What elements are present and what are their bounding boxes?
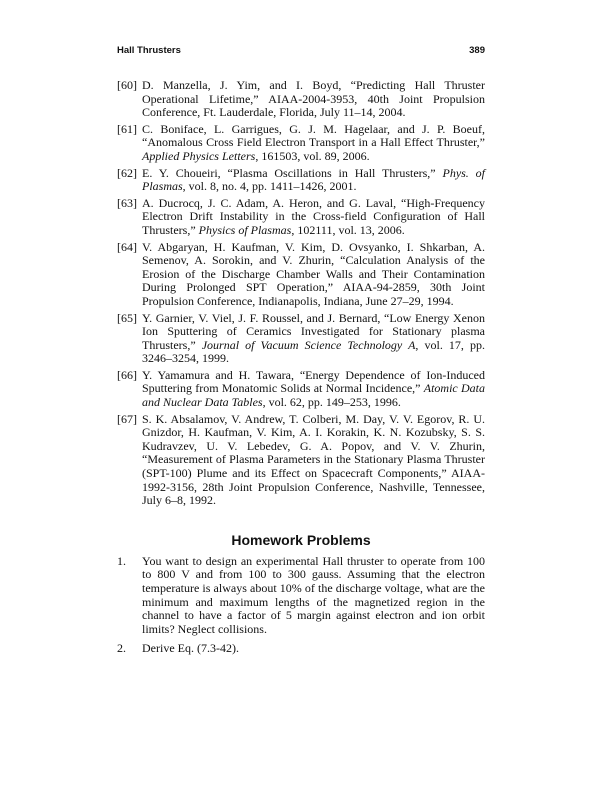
page-column bbox=[117, 45, 485, 662]
reference-entry bbox=[117, 123, 485, 164]
reference-entry bbox=[117, 241, 485, 309]
problem-text: Derive Eq. (7.3-42). bbox=[142, 641, 239, 656]
reference-text: , 161503, vol. 89, 2006. bbox=[255, 148, 370, 163]
reference-text: , vol. 62, pp. 149–253, 1996. bbox=[262, 395, 401, 410]
reference-number: [60] bbox=[117, 78, 137, 92]
homework-problem bbox=[117, 555, 485, 637]
reference-text: D. Manzella, J. Yim, and I. Boyd, “Predicting Hall Thruster Operational Lifetime,” AIAA-2004-3953, 40th Joint Propulsion Conference, Ft. Lauderdale, Florida, July 11–14, 2004. bbox=[142, 78, 485, 120]
problem-number: 2. bbox=[117, 641, 126, 656]
problem-number: 1. bbox=[117, 553, 126, 568]
reference-list bbox=[117, 79, 485, 508]
reference-number: [67] bbox=[117, 411, 137, 426]
reference-entry bbox=[117, 413, 485, 508]
reference-number: [63] bbox=[117, 195, 137, 210]
reference-number: [64] bbox=[117, 239, 137, 254]
reference-entry bbox=[117, 369, 485, 410]
homework-problem bbox=[117, 642, 485, 656]
reference-text: , vol. 17, pp. 3246–3254, 1999. bbox=[142, 337, 485, 366]
reference-journal: Journal of Vacuum Science Technology A bbox=[201, 337, 416, 352]
reference-text: A. Ducrocq, J. C. Adam, A. Heron, and G. Laval, “High-Frequency Electron Drift Instability in the Cross-field Configuration of Hall Thrusters,” bbox=[142, 195, 485, 237]
reference-text: , 102111, vol. 13, 2006. bbox=[291, 222, 405, 237]
reference-number: [66] bbox=[117, 367, 137, 382]
reference-entry bbox=[117, 197, 485, 238]
reference-text: E. Y. Choueiri, “Plasma Oscillations in Hall Thrusters,” bbox=[142, 165, 443, 180]
reference-entry bbox=[117, 167, 485, 194]
reference-number: [62] bbox=[117, 165, 137, 180]
problem-list bbox=[117, 555, 485, 656]
running-title: Hall Thrusters bbox=[117, 45, 181, 56]
reference-text: V. Abgaryan, H. Kaufman, V. Kim, D. Ovsyanko, I. Shkarban, A. Semenov, A. Sorokin, and V. Zhurin, “Calculation Analysis of the Erosion of the Discharge Chamber Walls and Their Contamination During Prolonged SPT Operation,” AIAA-94-2859, 30th Joint Propulsion Conference, Indianapolis, Indiana, June 27–29, 1994. bbox=[142, 239, 485, 308]
reference-journal: Applied Physics Letters bbox=[142, 148, 256, 163]
reference-number: [65] bbox=[117, 310, 137, 325]
reference-text: Y. Garnier, V. Viel, J. F. Roussel, and J. Bernard, “Low Energy Xenon Ion Sputtering of Ceramics Investigated for Stationary plasma Thrusters,” bbox=[142, 310, 485, 352]
reference-text: , vol. 8, no. 4, pp. 1411–1426, 2001. bbox=[182, 179, 357, 194]
reference-text: C. Boniface, L. Garrigues, G. J. M. Hagelaar, and J. P. Boeuf, “Anomalous Cross Field Electron Transport in a Hall Effect Thruster,” bbox=[142, 121, 485, 150]
problem-text: You want to design an experimental Hall thruster to operate from 100 to 800 V and from 100 to 300 gauss. Assuming that the electron temperature is always about 10% of the discharge voltage, what are the minimum and maximum lengths of the magnetized region in the channel to have a factor of 5 margin against electron and ion orbit limits? Neglect collisions. bbox=[142, 553, 485, 636]
section-heading: Homework Problems bbox=[231, 531, 371, 548]
reference-text: S. K. Absalamov, V. Andrew, T. Colberi, M. Day, V. V. Egorov, R. U. Gnizdor, H. Kaufman, V. Kim, A. I. Korakin, K. N. Kozubsky, S. S. Kudravzev, U. V. Lebedev, G. A. Popov, and V. V. Zhurin, “Measurement of Plasma Parameters in the Stationary Plasma Thruster (SPT-100) Plume and its Effect on Spacecraft Components,” AIAA-1992-3156, 28th Joint Propulsion Conference, Nashville, Tennessee, July 6–8, 1992. bbox=[142, 411, 485, 508]
reference-journal: Physics of Plasmas bbox=[198, 222, 292, 237]
reference-journal: Atomic Data and Nuclear Data Tables bbox=[142, 381, 485, 410]
reference-text: Y. Yamamura and H. Tawara, “Energy Dependence of Ion-Induced Sputtering from Monatomic Solids at Normal Incidence,” bbox=[142, 367, 485, 396]
running-header bbox=[117, 45, 485, 57]
reference-journal: Phys. of Plasmas bbox=[142, 165, 485, 194]
reference-entry bbox=[117, 312, 485, 366]
reference-entry bbox=[117, 79, 485, 120]
page-number: 389 bbox=[469, 45, 485, 56]
reference-number: [61] bbox=[117, 121, 137, 136]
